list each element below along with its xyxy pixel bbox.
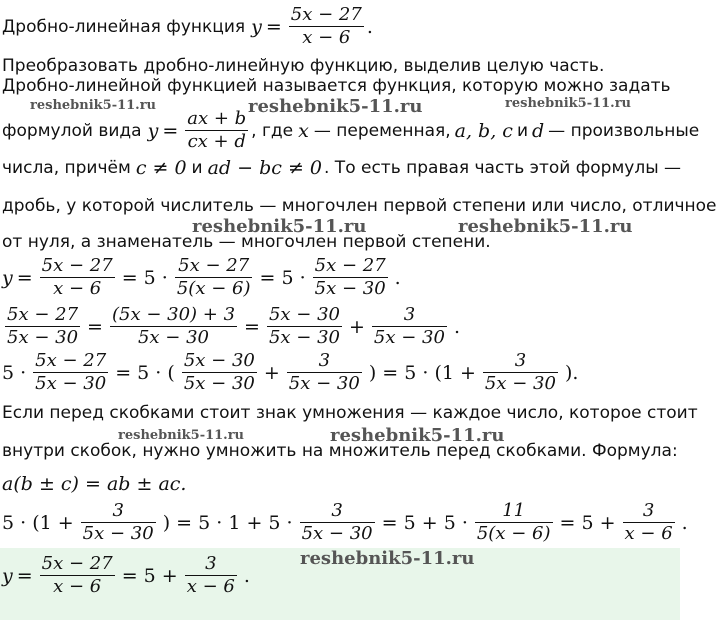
eq4-n4: 3 <box>623 500 675 523</box>
eq3-b: = 5 · ( <box>115 361 175 384</box>
rule-line-1: Если перед скобками стоит знак умножения — каждое число, которое стоит <box>2 403 698 423</box>
eq4-d: = 5 + <box>559 511 616 534</box>
watermark: reshebnik5-11.ru <box>118 428 245 443</box>
eq4-frac3 <box>475 500 553 545</box>
eq4-d2: 5x − 30 <box>301 523 373 544</box>
title-num: 5x − 27 <box>290 4 362 25</box>
eq3-plus: + <box>263 361 280 384</box>
def-num: ax + b <box>187 108 247 129</box>
title-end: . <box>366 15 373 38</box>
def-line-3 <box>2 158 681 178</box>
title-var: y <box>251 15 262 38</box>
def-l2b: , где <box>251 120 294 141</box>
equation-1 <box>2 255 405 300</box>
eq3-n1: 5x − 27 <box>35 350 107 371</box>
eq2-n2: (5x − 30) + 3 <box>111 304 236 325</box>
eq4-n3: 11 <box>475 500 553 523</box>
equation-4 <box>2 500 692 545</box>
eq3-n2: 5x − 30 <box>183 350 255 371</box>
eq4-n1: 3 <box>81 500 156 523</box>
def-abc: a, b, c <box>454 119 513 142</box>
eq3-d2: 5x − 30 <box>183 373 255 394</box>
answer-equation <box>2 553 254 598</box>
answer-eq: = <box>16 564 33 587</box>
watermark: reshebnik5-11.ru <box>300 548 475 569</box>
eq2-frac4 <box>372 304 447 349</box>
def-line-4: дробь, у которой числитель — многочлен первой степени или число, отличное <box>2 196 717 216</box>
def-l2c: — переменная, <box>313 120 451 141</box>
eq1-d1: x − 6 <box>53 278 102 299</box>
def-l3b: . То есть правая часть этой формулы — <box>324 158 682 178</box>
eq3-c: ) = 5 · (1 + <box>368 361 476 384</box>
eq3-n3: 3 <box>287 350 362 373</box>
answer-y: y <box>2 564 13 587</box>
watermark: reshebnik5-11.ru <box>458 216 633 237</box>
eq4-frac1 <box>81 500 156 545</box>
def-den: cx + d <box>187 131 246 152</box>
eq1-n1: 5x − 27 <box>41 255 113 276</box>
eq4-c: = 5 + 5 · <box>381 511 468 534</box>
eq1-n2: 5x − 27 <box>175 255 253 278</box>
answer-n2: 3 <box>185 553 237 576</box>
eq1-n3: 5x − 27 <box>314 255 386 276</box>
answer-n1: 5x − 27 <box>41 553 113 574</box>
eq1-frac3 <box>313 255 388 300</box>
eq1-c1: = 5 · <box>121 266 168 289</box>
eq2-frac2 <box>110 304 237 349</box>
eq3-d4: 5x − 30 <box>484 373 556 394</box>
equation-3 <box>2 350 582 395</box>
def-l2a: формулой вида <box>2 120 142 141</box>
eq3-n4: 3 <box>483 350 558 373</box>
def-line-5: от нуля, а знаменатель — многочлен первой степени. <box>2 232 491 252</box>
watermark: reshebnik5-11.ru <box>192 216 367 237</box>
eq1-frac2 <box>175 255 253 300</box>
eq3-a: 5 · <box>2 361 27 384</box>
eq3-d1: 5x − 30 <box>35 373 107 394</box>
eq4-frac2 <box>300 500 375 545</box>
eq4-b: ) = 5 · 1 + 5 · <box>162 511 293 534</box>
eq1-c2: = 5 · <box>259 266 306 289</box>
def-and: и <box>516 120 528 141</box>
eq2-d1: 5x − 30 <box>7 327 79 348</box>
watermark: reshebnik5-11.ru <box>505 96 632 111</box>
title-fraction <box>289 4 364 49</box>
answer-frac2 <box>185 553 237 598</box>
eq2-end: . <box>453 315 461 338</box>
eq4-frac4 <box>623 500 675 545</box>
eq3-end: ). <box>564 361 579 384</box>
eq2-n3: 5x − 30 <box>268 304 340 325</box>
def-x: x <box>298 119 309 142</box>
eq2-n1: 5x − 27 <box>7 304 79 325</box>
eq4-end: . <box>681 511 688 534</box>
eq2-eq2: = <box>244 315 260 338</box>
equation-2 <box>2 304 464 349</box>
watermark: reshebnik5-11.ru <box>248 96 423 117</box>
def-y: y <box>147 119 159 142</box>
def-eq: = <box>162 119 179 142</box>
eq1-d2: 5(x − 6) <box>176 278 251 299</box>
eq1-end: . <box>394 266 401 289</box>
eq2-frac1 <box>5 304 80 349</box>
eq4-n2: 3 <box>300 500 375 523</box>
def-l2d: — произвольные <box>548 120 700 141</box>
eq2-eq1: = <box>87 315 103 338</box>
answer-d1: x − 6 <box>53 576 102 597</box>
eq2-plus: + <box>349 315 365 338</box>
eq3-frac1 <box>33 350 108 395</box>
watermark: reshebnik5-11.ru <box>30 98 157 113</box>
title-prefix: Дробно-линейная функция <box>2 16 246 37</box>
eq2-n4: 3 <box>372 304 447 327</box>
rule-line-2: внутри скобок, нужно умножить на множитель перед скобками. Формула: <box>2 441 678 461</box>
title-eq: = <box>265 15 282 38</box>
def-l3-and: и <box>191 158 203 178</box>
eq4-d1: 5x − 30 <box>82 523 154 544</box>
eq3-frac4 <box>483 350 558 395</box>
eq1-eq: = <box>16 266 33 289</box>
eq4-d3: 5(x − 6) <box>476 523 551 544</box>
eq2-d3: 5x − 30 <box>268 327 340 348</box>
eq1-d3: 5x − 30 <box>314 278 386 299</box>
eq2-d2: 5x − 30 <box>137 327 210 348</box>
rule-formula: a(b ± c) = ab ± ac. <box>2 473 187 495</box>
answer-frac1 <box>40 553 115 598</box>
eq3-d3: 5x − 30 <box>288 373 360 394</box>
def-line-1: Дробно-линейной функцией называется функция, которую можно задать <box>2 76 671 96</box>
def-fraction <box>185 108 248 153</box>
eq1-frac1 <box>40 255 115 300</box>
answer-d2: x − 6 <box>186 576 235 597</box>
answer-end: . <box>243 564 250 587</box>
def-ad-bc: ad − bc ≠ 0 <box>207 157 322 179</box>
def-d: d <box>532 119 545 142</box>
eq4-a: 5 · (1 + <box>2 511 74 534</box>
title-den: x − 6 <box>302 27 351 48</box>
answer-b: = 5 + <box>121 564 178 587</box>
def-l3a: числа, причём <box>2 158 131 178</box>
eq4-d4: x − 6 <box>624 523 673 544</box>
eq2-d4: 5x − 30 <box>373 327 445 348</box>
task-line: Преобразовать дробно-линейную функцию, выделив целую часть. <box>2 56 605 76</box>
eq3-frac3 <box>287 350 362 395</box>
title-line <box>2 4 373 49</box>
eq1-y: y <box>2 266 13 289</box>
eq2-frac3 <box>267 304 342 349</box>
watermark: reshebnik5-11.ru <box>330 425 505 446</box>
eq3-frac2 <box>182 350 257 395</box>
def-c-ne-0: c ≠ 0 <box>135 157 187 179</box>
